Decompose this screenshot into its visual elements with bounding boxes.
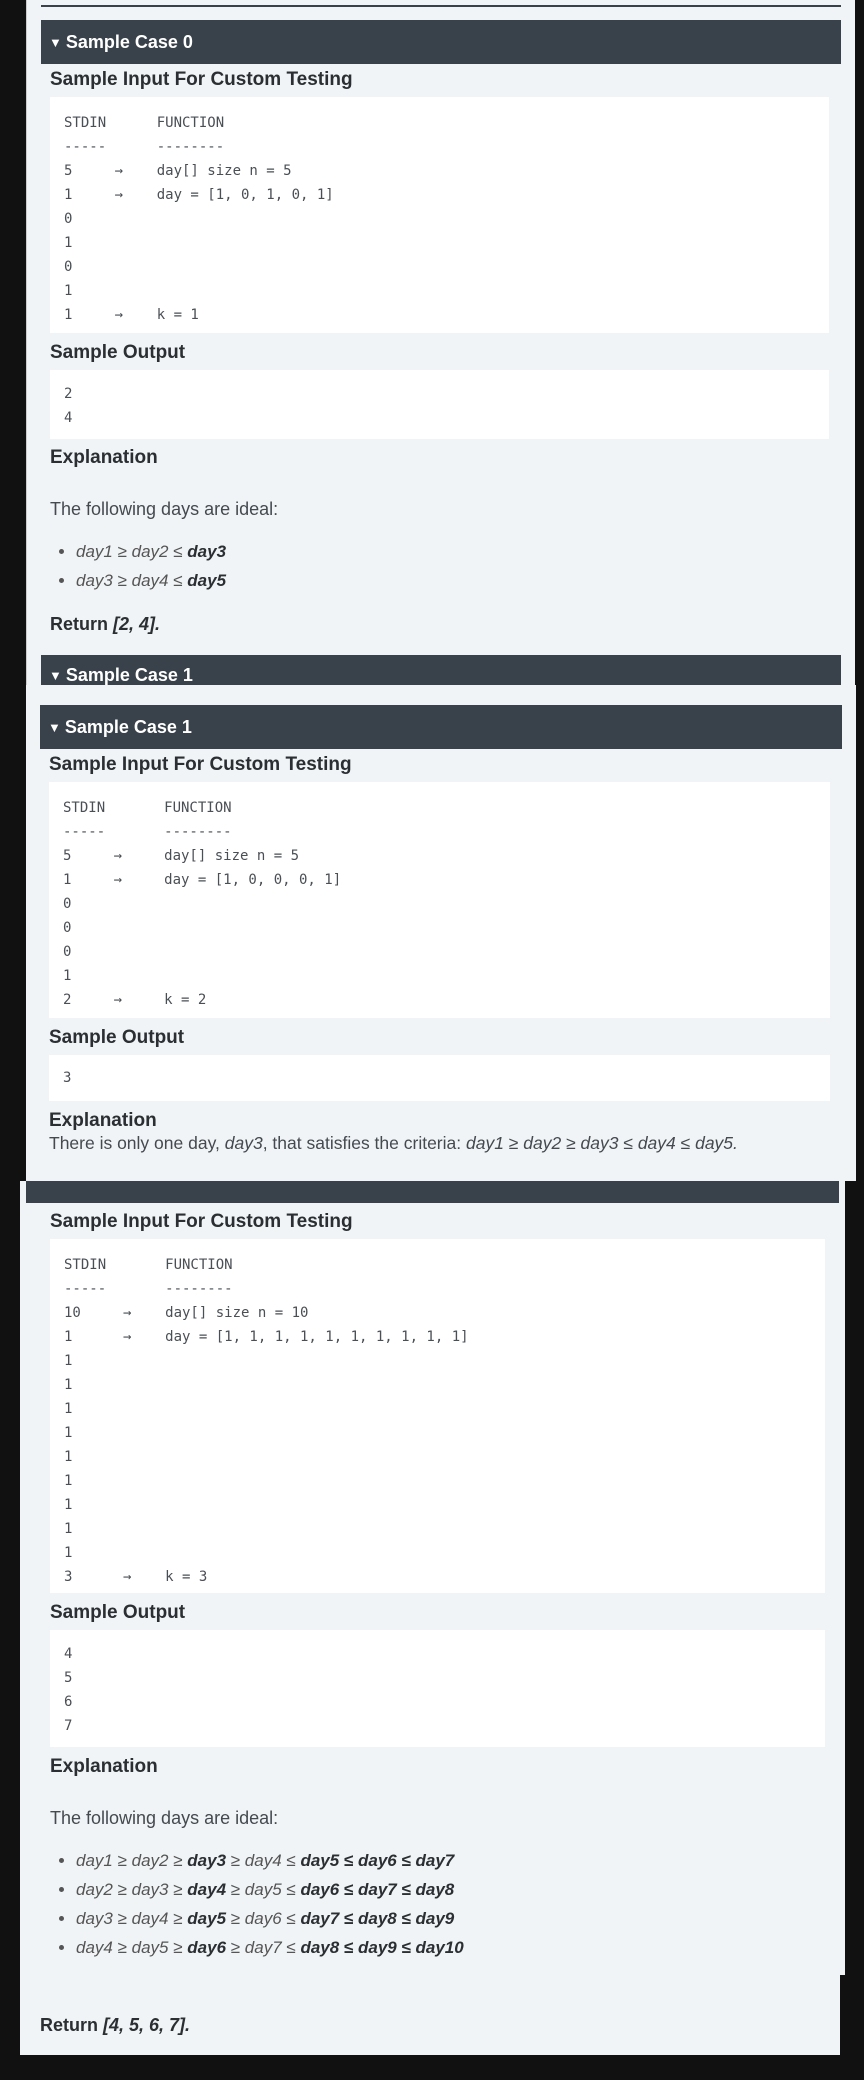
sample-input-title: Sample Input For Custom Testing: [50, 69, 353, 90]
list-item: • day1 ≥ day2 ≤ day3: [76, 537, 226, 566]
explanation-title: Explanation: [50, 1756, 158, 1777]
sample-input-box: [49, 782, 830, 1018]
sample-case-0-panel: [26, 0, 855, 685]
triangle-down-icon: ▼: [49, 35, 62, 50]
sample-input-code: STDIN FUNCTION ----- -------- 5 → day[] size n = 5 1 → day = [1, 0, 0, 0, 1] 0 0 0 1 2 → k = 2: [63, 800, 342, 1008]
sample-output-box: [49, 1055, 830, 1101]
sample-input-code: STDIN FUNCTION ----- -------- 5 → day[] size n = 5 1 → day = [1, 0, 1, 0, 1] 0 1 0 1 1 → k = 1: [64, 115, 334, 323]
sample-case-1-header-cut[interactable]: ▼ Sample Case 1: [41, 655, 841, 685]
sample-output-code: 3: [63, 1070, 72, 1086]
return-statement: Return [2, 4].: [50, 614, 161, 634]
sample-case-2-panel: [20, 1181, 845, 1975]
sample-input-box: [50, 1239, 825, 1593]
list-item: • day1 ≥ day2 ≥ day3 ≥ day4 ≤ day5 ≤ day6 ≤ day7: [76, 1846, 464, 1875]
top-divider: [41, 5, 841, 7]
sample-output-code: 4 5 6 7: [64, 1646, 73, 1734]
list-item: • day2 ≥ day3 ≥ day4 ≥ day5 ≤ day6 ≤ day7 ≤ day8: [76, 1875, 464, 1904]
explanation-text: The following days are ideal:: [50, 499, 279, 519]
sample-input-code: STDIN FUNCTION ----- -------- 10 → day[] size n = 10 1 → day = [1, 1, 1, 1, 1, 1, 1, 1, 1, 1] 1 1 1 1 1 1 1 1 1 3 → k = 3: [64, 1257, 469, 1585]
sample-case-1-header[interactable]: ▼ Sample Case 1: [40, 705, 842, 749]
ideal-days-list: [50, 1846, 464, 1962]
sample-input-title: Sample Input For Custom Testing: [49, 754, 352, 775]
list-item: • day4 ≥ day5 ≥ day6 ≥ day7 ≤ day8 ≤ day9 ≤ day10: [76, 1933, 464, 1962]
explanation-title: Explanation: [50, 447, 158, 468]
triangle-down-icon: ▼: [49, 668, 62, 683]
return-statement: Return [4, 5, 6, 7].: [40, 2015, 191, 2035]
sample-output-box: [50, 370, 829, 439]
sample-output-code: 2 4: [64, 386, 73, 426]
sample-output-title: Sample Output: [50, 342, 186, 363]
sample-output-title: Sample Output: [50, 1602, 186, 1623]
sample-input-box: [50, 97, 829, 333]
explanation-text: The following days are ideal:: [50, 1808, 279, 1828]
ideal-days-list: [50, 537, 226, 595]
triangle-down-icon: ▼: [48, 720, 61, 735]
explanation-text: There is only one day, day3, that satisfies the criteria: day1 ≥ day2 ≥ day3 ≤ day4 ≤ day5.: [49, 1133, 738, 1153]
sample-output-box: [50, 1630, 825, 1747]
list-item: • day3 ≥ day4 ≤ day5: [76, 566, 226, 595]
list-item: • day3 ≥ day4 ≥ day5 ≥ day6 ≤ day7 ≤ day8 ≤ day9: [76, 1904, 464, 1933]
return-panel: [20, 1975, 840, 2055]
bottom-edge: [20, 2055, 864, 2080]
sample-case-0-header[interactable]: ▼ Sample Case 0: [41, 20, 841, 64]
sample-case-2-header-cut[interactable]: [26, 1181, 839, 1203]
sample-case-1-panel: [26, 685, 856, 1181]
sample-input-title: Sample Input For Custom Testing: [50, 1211, 353, 1232]
sample-output-title: Sample Output: [49, 1027, 185, 1048]
explanation-title: Explanation: [49, 1110, 157, 1131]
